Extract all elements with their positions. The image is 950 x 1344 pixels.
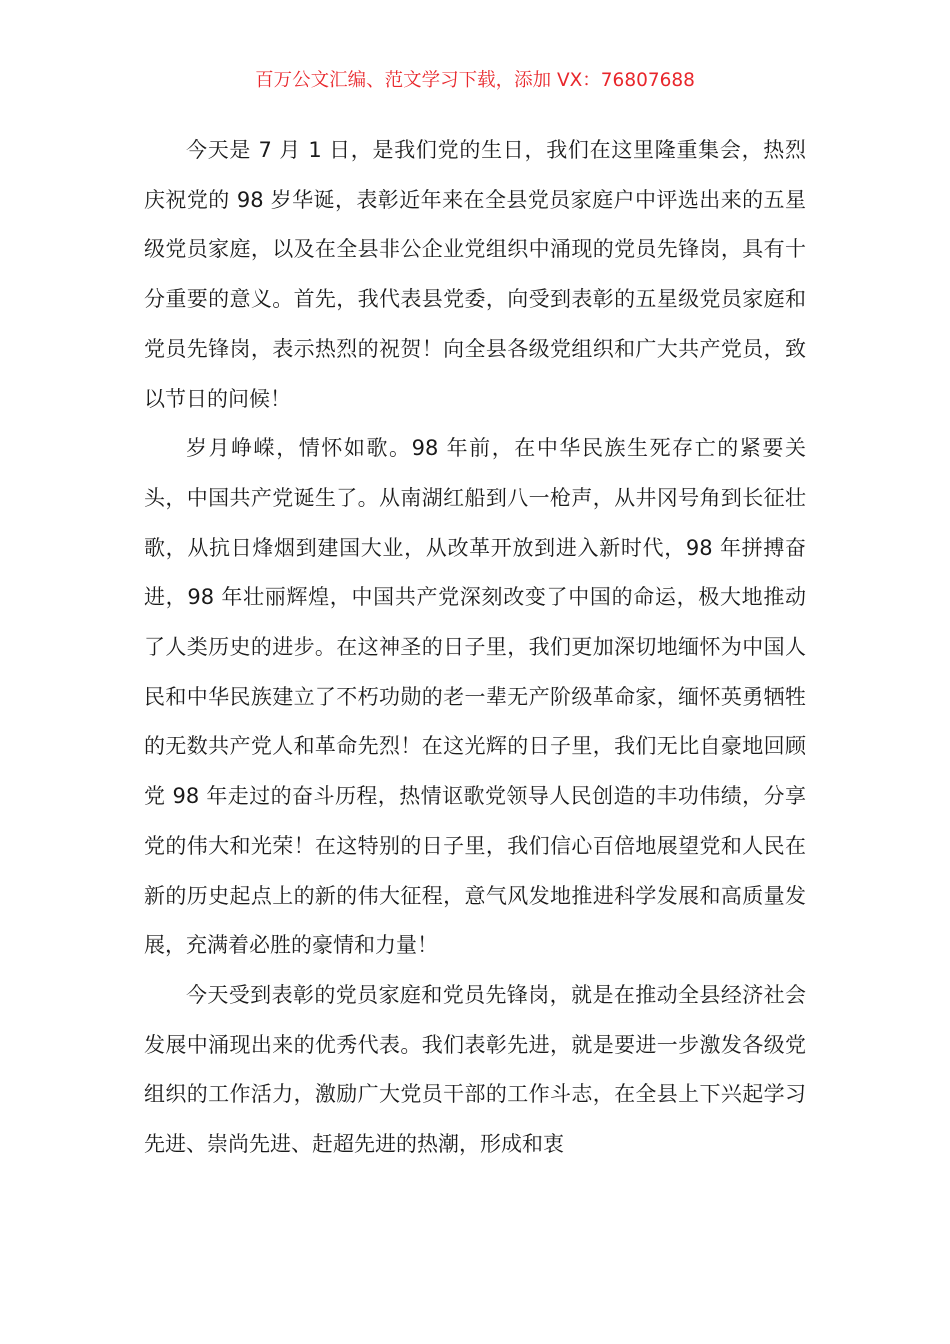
header-note: 百万公文汇编、范文学习下载，添加 VX：76807688: [255, 70, 695, 91]
document-body: [144, 126, 806, 1170]
paragraph-1: 今天是 7 月 1 日，是我们党的生日，我们在这里隆重集会，热烈庆祝党的 98 岁华诞，表彰近年来在全县党员家庭户中评选出来的五星级党员家庭，以及在全县非公企业党组织中涌现的党员先锋岗，具有十分重要的意义。首先，我代表县党委，向受到表彰的五星级党员家庭和党员先锋岗，表示热烈的祝贺！向全县各级党组织和广大共产党员，致以节日的问候！: [144, 138, 806, 411]
paragraph-3: 今天受到表彰的党员家庭和党员先锋岗，就是在推动全县经济社会发展中涌现出来的优秀代表。我们表彰先进，就是要进一步激发各级党组织的工作活力，激励广大党员干部的工作斗志，在全县上下兴起学习先进、崇尚先进、赶超先进的热潮，形成和衷: [144, 982, 806, 1157]
paragraph-2: 岁月峥嵘，情怀如歌。98 年前，在中华民族生死存亡的紧要关头，中国共产党诞生了。从南湖红船到八一枪声，从井冈号角到长征壮歌，从抗日烽烟到建国大业，从改革开放到进入新时代，98 年拼搏奋进，98 年壮丽辉煌，中国共产党深刻改变了中国的命运，极大地推动了人类历史的进步。在这神圣的日子里，我们更加深切地缅怀为中国人民和中华民族建立了不朽功勋的老一辈无产阶级革命家，缅怀英勇牺牲的无数共产党人和革命先烈！在这光辉的日子里，我们无比自豪地回顾党 98 年走过的奋斗历程，热情讴歌党领导人民创造的丰功伟绩，分享党的伟大和光荣！在这特别的日子里，我们信心百倍地展望党和人民在新的历史起点上的新的伟大征程，意气风发地推进科学发展和高质量发展，充满着必胜的豪情和力量！: [144, 436, 806, 958]
